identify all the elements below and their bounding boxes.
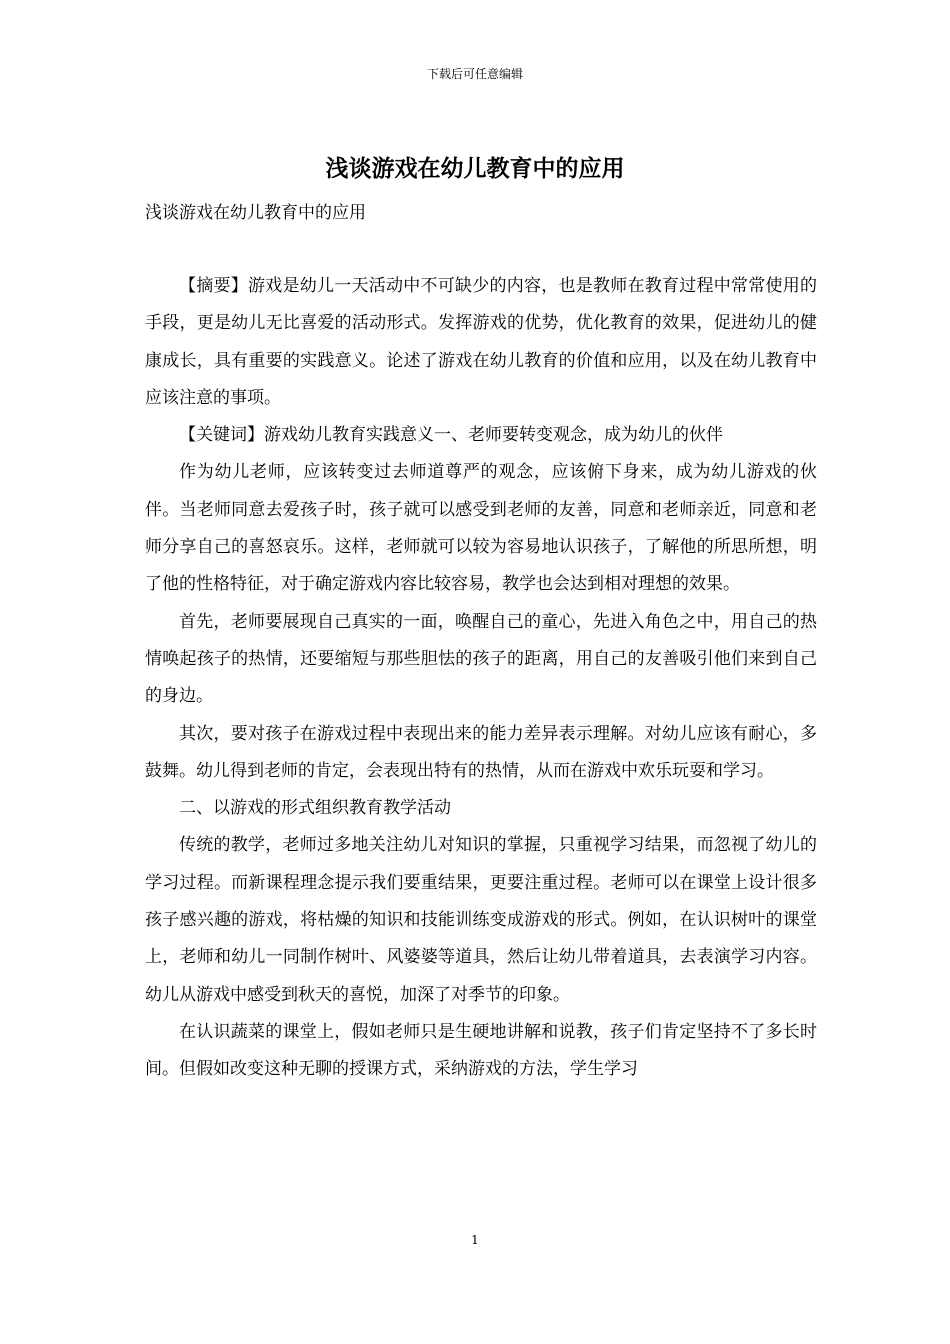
paragraph-abstract: 【摘要】游戏是幼儿一天活动中不可缺少的内容，也是教师在教育过程中常常使用的手段，更是幼儿无比喜爱的活动形式。发挥游戏的优势，优化教育的效果，促进幼儿的健康成长，具有重要的实践意义。论述了游戏在幼儿教育的价值和应用，以及在幼儿教育中应该注意的事项。 (145, 276, 817, 408)
page-number: 1 (471, 1233, 479, 1247)
page-header-note: 下载后可任意编辑 (426, 67, 523, 81)
document-subtitle: 浅谈游戏在幼儿教育中的应用 (145, 203, 366, 223)
paragraph: 其次，要对孩子在游戏过程中表现出来的能力差异表示理解。对幼儿应该有耐心，多鼓舞。幼儿得到老师的肯定，会表现出特有的热情，从而在游戏中欢乐玩耍和学习。 (145, 723, 817, 781)
paragraph: 在认识蔬菜的课堂上，假如老师只是生硬地讲解和说教，孩子们肯定坚持不了多长时间。但假如改变这种无聊的授课方式，采纳游戏的方法，学生学习 (145, 1021, 817, 1080)
document-title: 浅谈游戏在幼儿教育中的应用 (325, 156, 625, 182)
paragraph: 首先，老师要展现自己真实的一面，唤醒自己的童心，先进入角色之中，用自己的热情唤起孩子的热情，还要缩短与那些胆怯的孩子的距离，用自己的友善吸引他们来到自己的身边。 (145, 611, 817, 707)
paragraph-keywords: 【关键词】游戏幼儿教育实践意义一、老师要转变观念，成为幼儿的伙伴 (179, 425, 723, 446)
paragraph: 作为幼儿老师，应该转变过去师道尊严的观念，应该俯下身来，成为幼儿游戏的伙伴。当老师同意去爱孩子时，孩子就可以感受到老师的友善，同意和老师亲近，同意和老师分享自己的喜怒哀乐。这样，老师就可以较为容易地认识孩子，了解他的所思所想，明了他的性格特征，对于确定游戏内容比较容易，教学也会达到相对理想的效果。 (145, 462, 817, 595)
section-heading: 二、以游戏的形式组织教育教学活动 (179, 798, 451, 819)
paragraph: 传统的教学，老师过多地关注幼儿对知识的掌握，只重视学习结果，而忽视了幼儿的学习过程。而新课程理念提示我们要重结果，更要注重过程。老师可以在课堂上设计很多孩子感兴趣的游戏，将枯燥的知识和技能训练变成游戏的形式。例如，在认识树叶的课堂上，老师和幼儿一同制作树叶、风婆婆等道具，然后让幼儿带着道具，去表演学习内容。幼儿从游戏中感受到秋天的喜悦，加深了对季节的印象。 (145, 835, 817, 1005)
document-body (145, 268, 817, 1089)
